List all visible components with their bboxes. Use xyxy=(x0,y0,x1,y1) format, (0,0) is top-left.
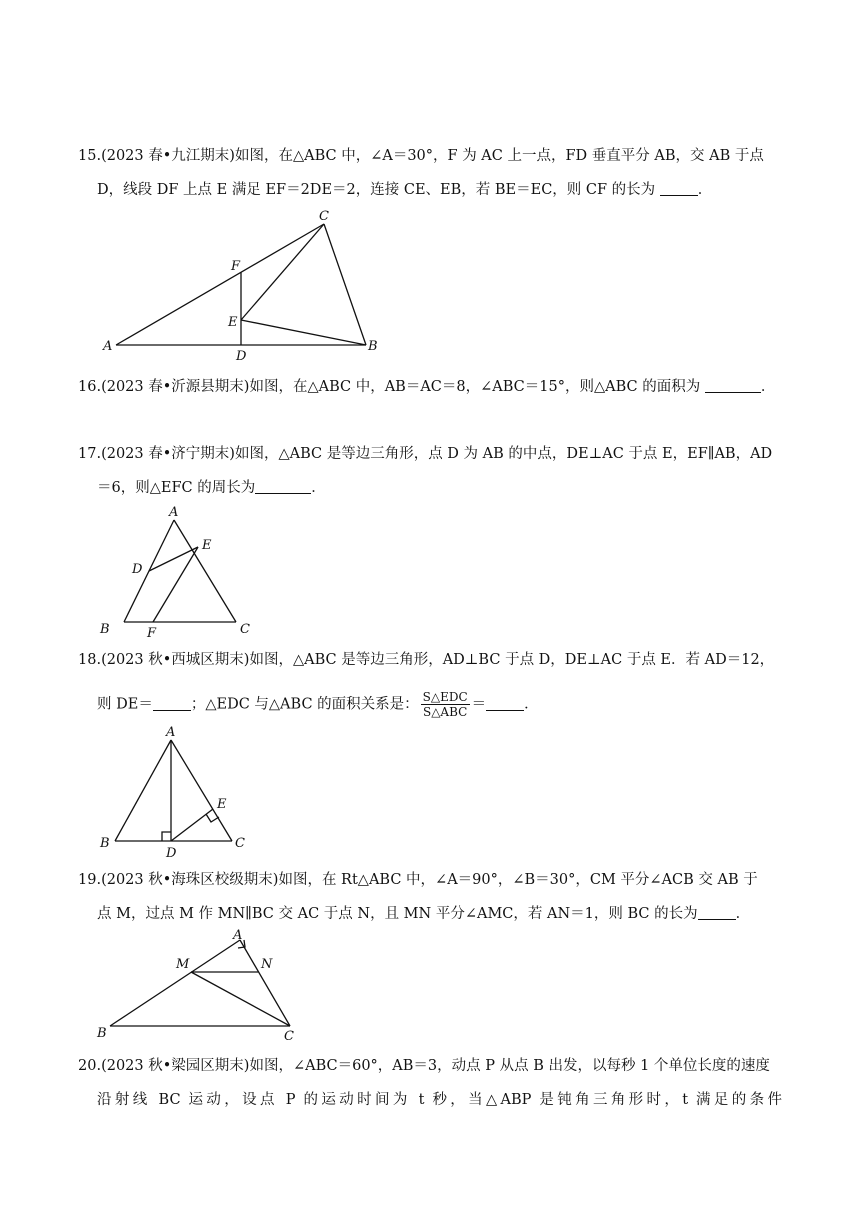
problem-number: 17. xyxy=(78,446,102,462)
label-f: F xyxy=(147,626,157,641)
label-d: D xyxy=(166,846,177,861)
period: ． xyxy=(311,480,326,496)
problem-text: 如图，△ABC 是等边三角形，点 D 为 AB 的中点，DE⊥AC 于点 E，EF∥AB，AD xyxy=(234,446,773,462)
problem-text: ＝6，则△EFC 的周长为 xyxy=(97,480,256,496)
segment-ab xyxy=(115,740,171,841)
problem-number: 19. xyxy=(78,872,102,888)
label-m: M xyxy=(176,957,190,972)
segment-ac xyxy=(171,740,232,841)
problem-17-line-2 xyxy=(97,478,782,498)
label-e: E xyxy=(202,538,212,553)
segment-ec xyxy=(241,224,324,320)
label-e: E xyxy=(228,315,238,330)
problem-text: 沿射线 BC 运动，设点 P 的运动时间为 t 秒，当△ABP 是钝角三角形时，t 满足的条件 xyxy=(97,1092,782,1108)
problem-15-line-1 xyxy=(78,146,782,166)
answer-blank[interactable] xyxy=(660,181,698,196)
label-c: C xyxy=(319,209,329,224)
problem-number: 16. xyxy=(78,379,102,395)
right-angle-mark-d xyxy=(162,832,171,841)
period: ． xyxy=(735,906,751,922)
figure-15-triangle xyxy=(100,208,390,363)
period: ． xyxy=(760,379,776,395)
problem-19-line-2 xyxy=(97,904,782,924)
problem-text: 则 DE＝ xyxy=(97,696,153,713)
label-a: A xyxy=(103,339,113,354)
problem-17-line-1 xyxy=(78,444,782,464)
problem-number: 18. xyxy=(78,652,102,668)
label-b: B xyxy=(100,836,110,851)
answer-blank-ratio[interactable] xyxy=(486,696,524,711)
segment-de xyxy=(171,809,213,841)
problem-20-line-1 xyxy=(78,1056,782,1076)
segment-ab xyxy=(110,940,240,1026)
segment-eb xyxy=(241,320,366,345)
problem-18-line-1 xyxy=(78,650,782,670)
problem-text: 如图，在 Rt△ABC 中，∠A＝90°，∠B＝30°，CM 平分∠ACB 交 AB 于 xyxy=(278,872,758,888)
problem-source: (2023 秋•西城区期末) xyxy=(101,652,250,668)
label-d: D xyxy=(132,562,143,577)
segment-ac xyxy=(116,224,324,345)
fraction-numerator: S△EDC xyxy=(422,690,468,704)
label-e: E xyxy=(217,797,227,812)
fraction-denominator: S△ABC xyxy=(422,705,468,719)
label-c: C xyxy=(235,836,245,851)
label-b: B xyxy=(100,622,110,637)
problem-text: 如图，在△ABC 中，∠A＝30°，F 为 AC 上一点，FD 垂直平分 AB，交 AB 于点 xyxy=(234,148,764,164)
label-a: A xyxy=(233,928,243,943)
period: ． xyxy=(524,696,539,713)
problem-text: ；△EDC 与△ABC 的面积关系是： xyxy=(190,696,419,713)
label-a: A xyxy=(166,725,176,740)
problem-source: (2023 春•九江期末) xyxy=(101,148,235,164)
figure-17-triangle xyxy=(96,504,266,640)
figure-18-triangle xyxy=(96,724,256,862)
label-d: D xyxy=(236,349,247,364)
problem-19-line-1 xyxy=(78,870,782,890)
answer-blank-de[interactable] xyxy=(153,696,191,711)
problem-source: (2023 春•济宁期末) xyxy=(101,446,235,462)
figure-19-triangle xyxy=(94,926,304,1042)
area-ratio-fraction xyxy=(421,690,470,719)
label-c: C xyxy=(284,1029,294,1044)
problem-text: 点 M，过点 M 作 MN∥BC 交 AC 于点 N，且 MN 平分∠AMC，若 AN＝1，则 BC 的长为 xyxy=(97,906,698,922)
problem-text: D，线段 DF 上点 E 满足 EF＝2DE＝2，连接 CE、EB，若 BE＝EC，则 CF 的长为 xyxy=(97,182,656,198)
label-a: A xyxy=(169,505,179,520)
problem-text: 如图，∠ABC＝60°，AB＝3，动点 P 从点 B 出发，以每秒 1 个单位长度的速度 xyxy=(249,1058,770,1074)
answer-blank[interactable] xyxy=(255,479,311,494)
problem-15-line-2 xyxy=(97,180,782,200)
problem-source: (2023 秋•梁园区期末) xyxy=(101,1058,250,1074)
label-n: N xyxy=(261,957,273,972)
problem-text: 如图，在△ABC 中，AB＝AC＝8，∠ABC＝15°，则△ABC 的面积为 xyxy=(249,379,701,395)
label-f: F xyxy=(231,259,241,274)
problem-source: (2023 秋•海珠区校级期末) xyxy=(101,872,279,888)
problem-16-line-1 xyxy=(78,377,782,397)
problem-number: 15. xyxy=(78,148,102,164)
answer-blank[interactable] xyxy=(698,905,736,920)
problem-source: (2023 春•沂源县期末) xyxy=(101,379,250,395)
segment-cb xyxy=(324,224,366,345)
answer-blank[interactable] xyxy=(705,378,761,393)
equals-sign: ＝ xyxy=(471,696,487,713)
period: ． xyxy=(697,182,713,198)
problem-18-line-2 xyxy=(97,690,782,719)
problem-text: 如图，△ABC 是等边三角形，AD⊥BC 于点 D，DE⊥AC 于点 E．若 AD＝12， xyxy=(249,652,775,668)
label-c: C xyxy=(240,622,250,637)
problem-20-line-2 xyxy=(97,1090,782,1110)
label-b: B xyxy=(97,1026,107,1041)
problem-number: 20. xyxy=(78,1058,102,1074)
segment-mc xyxy=(191,972,290,1026)
label-b: B xyxy=(368,339,378,354)
